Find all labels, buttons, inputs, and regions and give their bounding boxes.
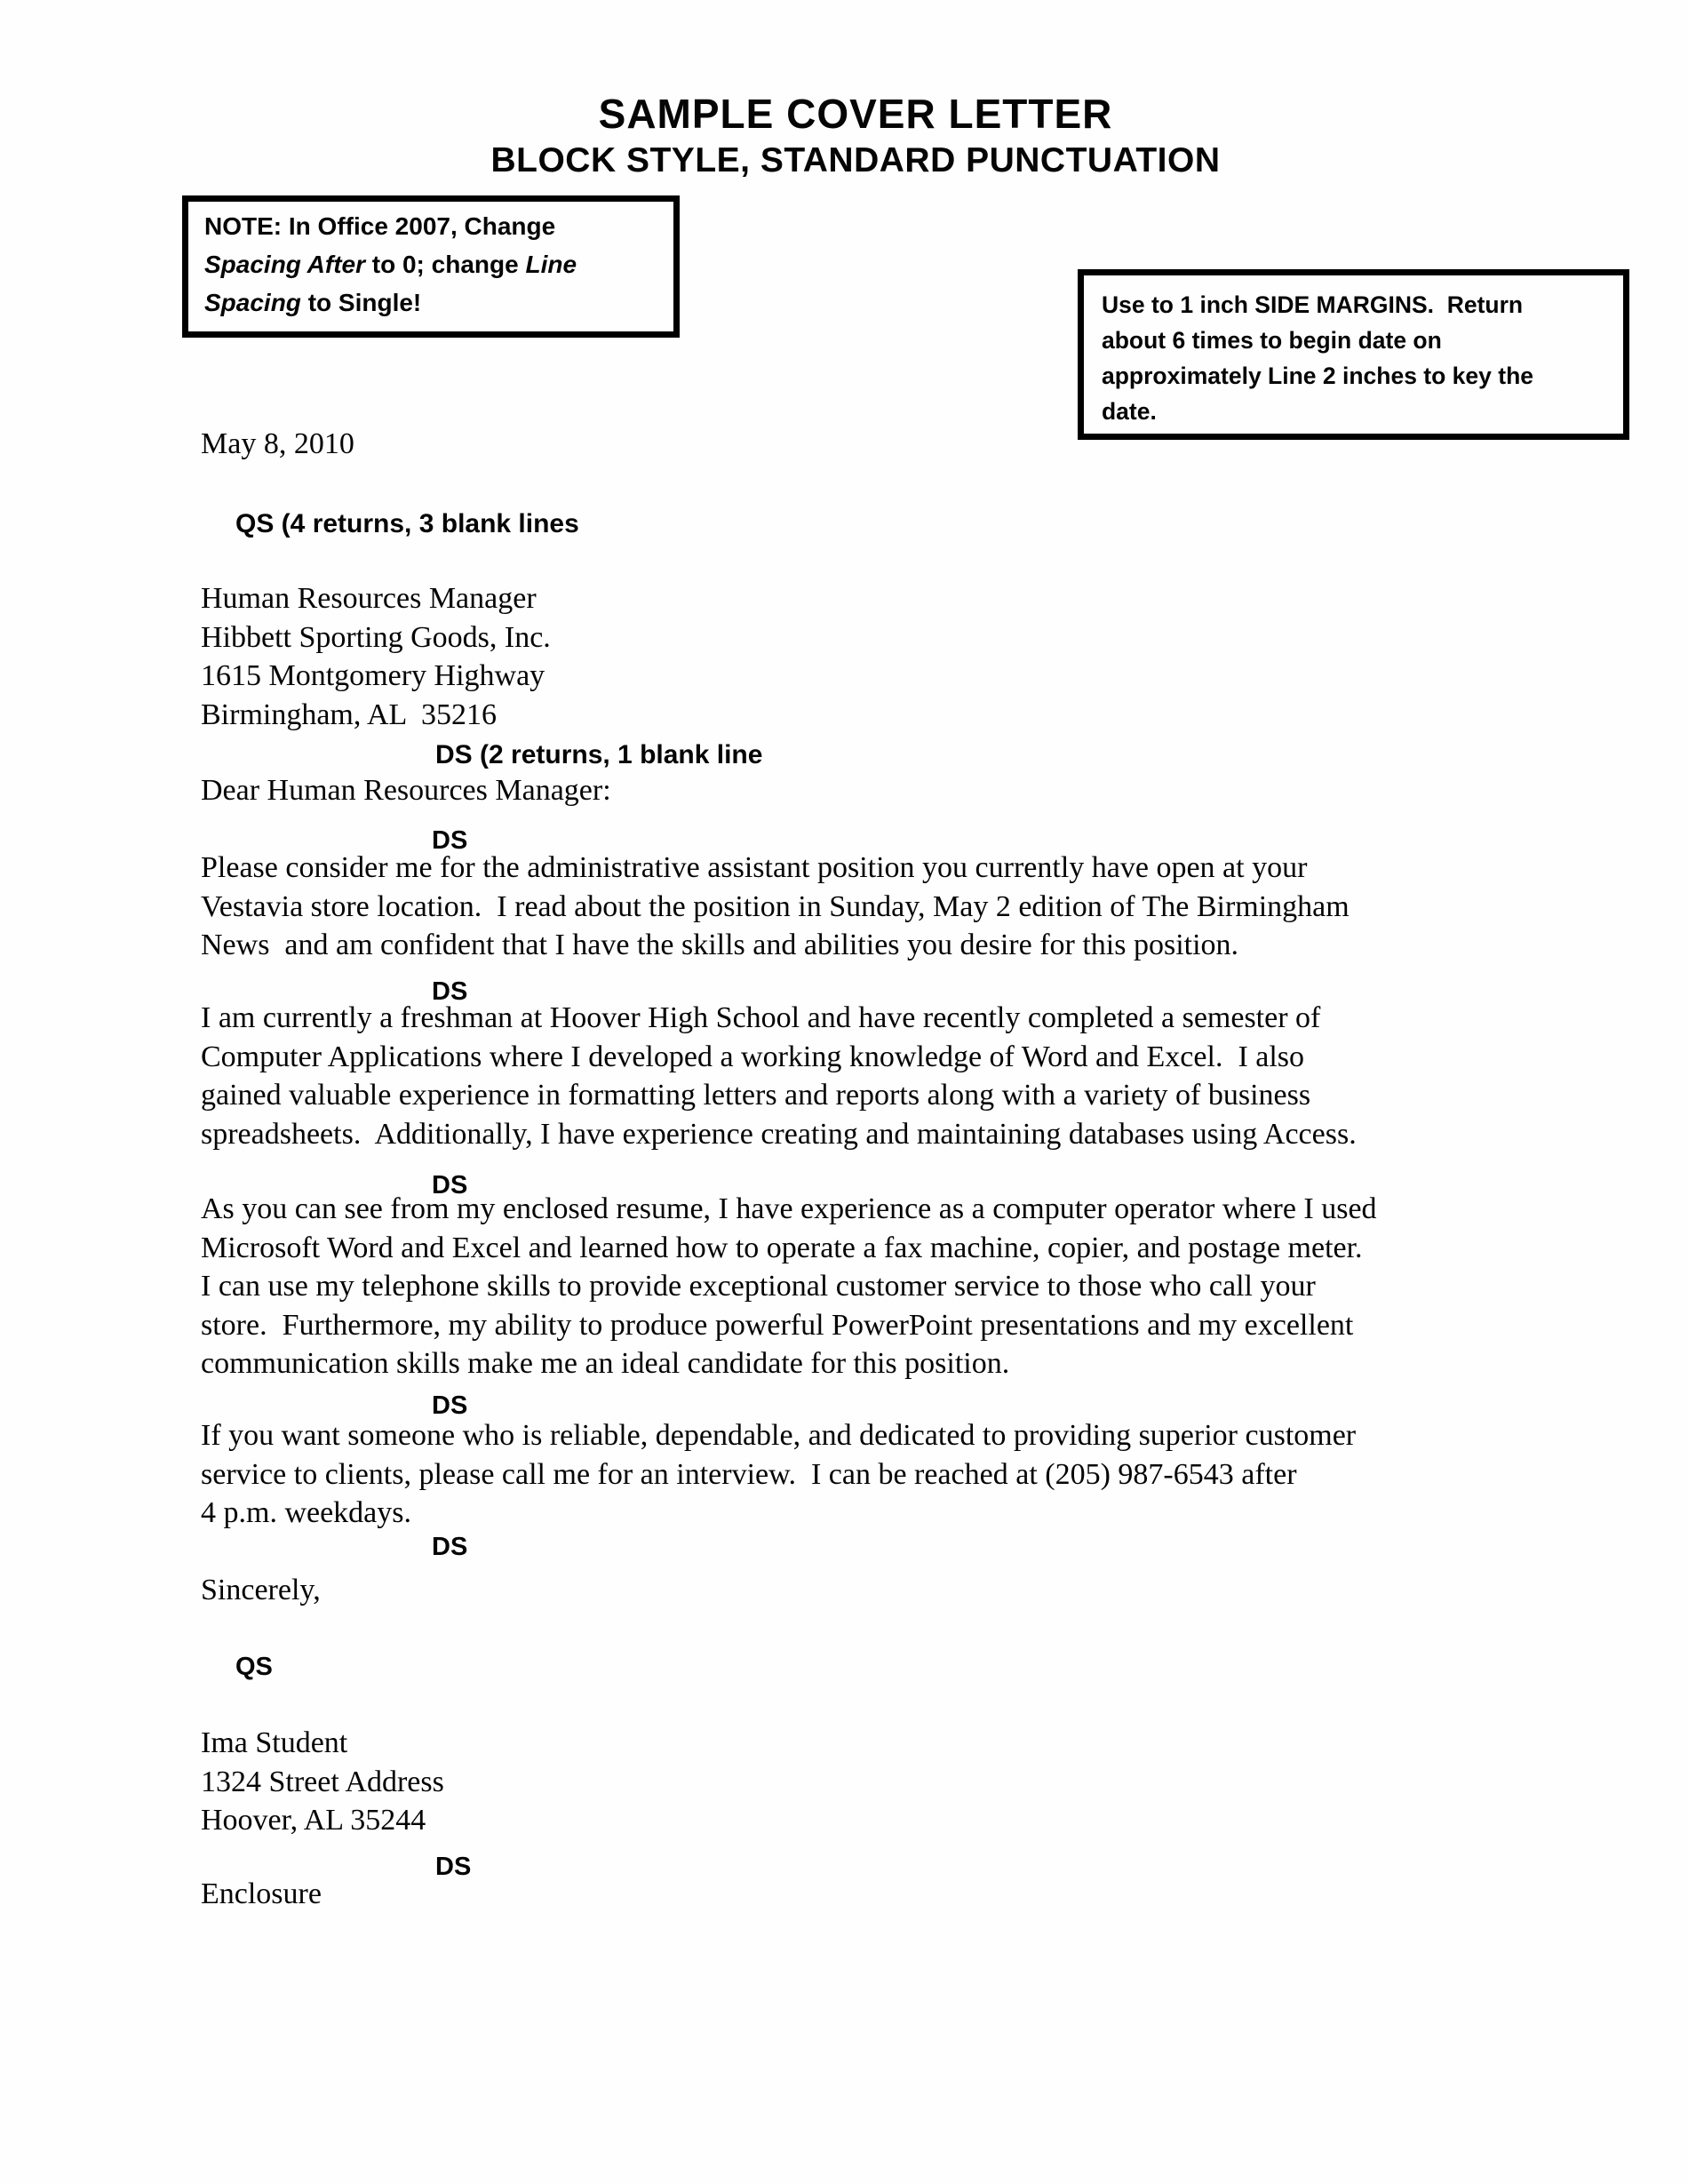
text-line: date. — [1102, 398, 1157, 425]
text-line — [204, 207, 657, 245]
text-line: Please consider me for the administrative assistant position you currently have open at your — [201, 851, 1308, 884]
page-title: SAMPLE COVER LETTER — [598, 91, 1113, 137]
text-line: Use to 1 inch SIDE MARGINS. Return — [1102, 291, 1524, 318]
enclosure-notation: Enclosure — [201, 1877, 322, 1910]
text-segment: NOTE: In Office 2007, Change — [204, 212, 556, 240]
annotation-ds-returns: DS (2 returns, 1 blank line — [435, 740, 763, 769]
annotation-ds-1: DS — [432, 826, 468, 855]
text-line: Hibbett Sporting Goods, Inc. — [201, 620, 551, 654]
annotation-ds-5: DS — [432, 1533, 468, 1561]
text-line: Ima Student — [201, 1726, 348, 1759]
text-line: 1615 Montgomery Highway — [201, 659, 545, 692]
recipient-address-block — [201, 579, 551, 734]
italic-text-segment: Spacing — [204, 289, 301, 316]
annotation-ds-6: DS — [435, 1853, 472, 1881]
text-line: communication skills make me an ideal candidate for this position. — [201, 1347, 1010, 1380]
body-paragraph-1 — [201, 849, 1350, 965]
text-line: Hoover, AL 35244 — [201, 1804, 426, 1837]
italic-text-segment: Spacing After — [204, 251, 365, 278]
letter-date: May 8, 2010 — [201, 427, 354, 460]
text-line: Birmingham, AL 35216 — [201, 697, 498, 731]
text-line: As you can see from my enclosed resume, I have experience as a computer operator where I used — [201, 1192, 1377, 1225]
text-line — [204, 283, 657, 322]
body-paragraph-2 — [201, 999, 1357, 1153]
text-line: 4 p.m. weekdays. — [201, 1496, 412, 1529]
text-segment: to 0; change — [365, 251, 526, 278]
text-line — [204, 245, 657, 283]
text-line: Microsoft Word and Excel and learned how to operate a fax machine, copier, and postage meter. — [201, 1231, 1363, 1264]
text-line: Vestavia store location. I read about the position in Sunday, May 2 edition of The Birmingham — [201, 889, 1350, 923]
body-paragraph-4 — [201, 1416, 1356, 1533]
text-line: If you want someone who is reliable, dependable, and dedicated to providing superior customer — [201, 1419, 1357, 1452]
closing: Sincerely, — [201, 1574, 321, 1606]
text-line: 1324 Street Address — [201, 1765, 444, 1798]
text-line: about 6 times to begin date on — [1102, 327, 1442, 354]
text-line: spreadsheets. Additionally, I have experience creating and maintaining databases using Access. — [201, 1117, 1357, 1151]
office-2007-note-box — [182, 195, 680, 338]
salutation: Dear Human Resources Manager: — [201, 774, 611, 807]
text-line: approximately Line 2 inches to key the — [1102, 363, 1533, 389]
text-line: service to clients, please call me for an interview. I can be reached at (205) 987-6543 after — [201, 1457, 1297, 1491]
side-margins-note-box — [1078, 269, 1629, 440]
annotation-qs-returns: QS (4 returns, 3 blank lines — [235, 509, 579, 538]
annotation-ds-4: DS — [432, 1391, 468, 1420]
italic-text-segment: Line — [525, 251, 577, 278]
annotation-qs-2: QS — [235, 1653, 273, 1681]
body-paragraph-3 — [201, 1190, 1377, 1383]
text-line: News and am confident that I have the skills and abilities you desire for this position. — [201, 929, 1239, 961]
page-subtitle: BLOCK STYLE, STANDARD PUNCTUATION — [490, 141, 1221, 179]
text-line: gained valuable experience in formatting letters and reports along with a variety of business — [201, 1079, 1311, 1112]
signature-block — [201, 1724, 444, 1840]
text-line: I can use my telephone skills to provide exceptional customer service to those who call your — [201, 1270, 1316, 1303]
text-line: store. Furthermore, my ability to produce powerful PowerPoint presentations and my excellent — [201, 1308, 1354, 1342]
text-line: Human Resources Manager — [201, 582, 537, 615]
annotation-ds-3: DS — [432, 1171, 468, 1200]
annotation-ds-2: DS — [432, 977, 468, 1006]
text-segment: to Single! — [300, 289, 422, 316]
text-line: I am currently a freshman at Hoover High School and have recently completed a semester of — [201, 1001, 1321, 1034]
text-line: Computer Applications where I developed a working knowledge of Word and Excel. I also — [201, 1040, 1305, 1073]
